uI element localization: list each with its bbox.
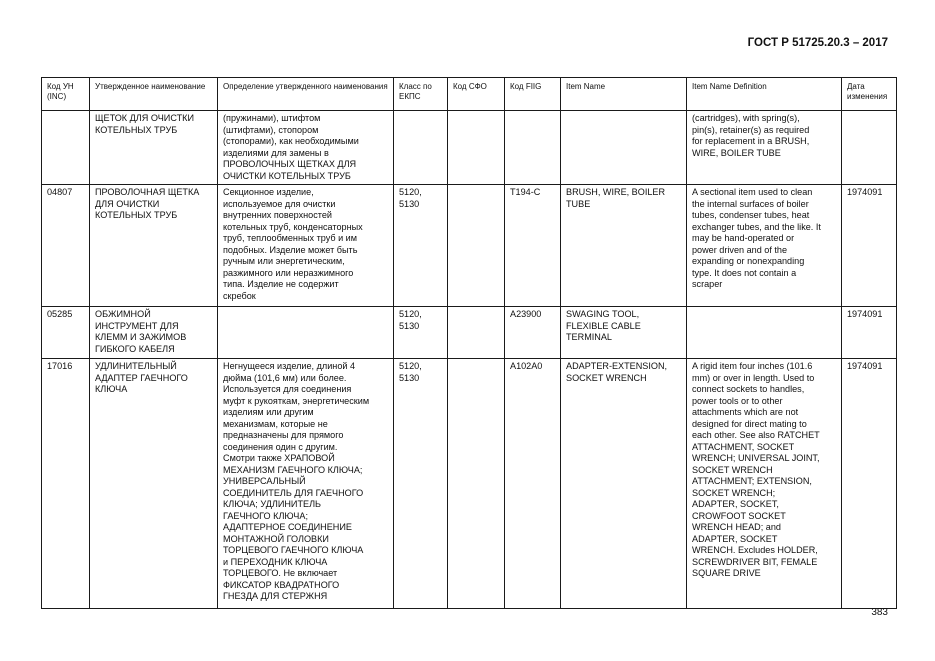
col-header-class <box>394 78 448 111</box>
nomenclature-table <box>41 77 897 609</box>
col-header-label: Класс по ЕКПС <box>399 82 432 101</box>
cell-name <box>90 307 218 359</box>
col-header-name <box>90 78 218 111</box>
cell-date <box>842 111 897 185</box>
cell-date <box>842 359 897 609</box>
cell-item-name <box>561 185 687 307</box>
cell-text: 1974091 <box>847 361 883 371</box>
col-header-label: Определение утвержденного наименования <box>223 82 388 91</box>
cell-sfo <box>448 111 505 185</box>
col-header-inc <box>42 78 90 111</box>
cell-item-name <box>561 359 687 609</box>
cell-definition <box>218 111 394 185</box>
cell-text: 04807 <box>47 187 73 197</box>
cell-text: 1974091 <box>847 187 883 197</box>
cell-text: (cartridges), with spring(s), pin(s), retainer(s) as required for replacement in a BRUSH, WIRE, BOILER TUBE <box>692 113 810 158</box>
col-header-item-definition <box>687 78 842 111</box>
cell-text: 5120, 5130 <box>399 187 422 209</box>
col-header-label: Код СФО <box>453 82 487 91</box>
cell-sfo <box>448 359 505 609</box>
page-number: 383 <box>871 607 888 618</box>
cell-class <box>394 111 448 185</box>
cell-text: T194-C <box>510 187 541 197</box>
table-row <box>42 359 897 609</box>
cell-text: 17016 <box>47 361 73 371</box>
cell-fiig <box>505 185 561 307</box>
cell-text: 5120, 5130 <box>399 361 422 383</box>
col-header-label: Код УН (INC) <box>47 82 74 101</box>
table-row <box>42 111 897 185</box>
cell-definition <box>218 359 394 609</box>
cell-sfo <box>448 185 505 307</box>
cell-class <box>394 359 448 609</box>
col-header-sfo <box>448 78 505 111</box>
cell-text: ADAPTER-EXTENSION, SOCKET WRENCH <box>566 361 668 383</box>
cell-fiig <box>505 307 561 359</box>
cell-inc <box>42 359 90 609</box>
col-header-definition <box>218 78 394 111</box>
cell-definition <box>218 307 394 359</box>
cell-text: (пружинами), штифтом (штифтами), стопором (стопорами), как необходимыми изделиями для замены в ПРОВОЛОЧНЫХ ЩЕТКАХ ДЛЯ ОЧИСТКИ КОТЕЛЬНЫХ ТРУБ <box>223 113 359 181</box>
cell-fiig <box>505 359 561 609</box>
cell-sfo <box>448 307 505 359</box>
cell-text: Секционное изделие, используемое для очистки внутренних поверхностей котельных труб, конденсаторных труб, теплообменных труб и им подобных. Изделие может быть ручным или энергетическим, разжимного или неразжимного типа. Изделие не содержит скребок <box>223 187 363 301</box>
cell-text: 05285 <box>47 309 73 319</box>
document-title: ГОСТ Р 51725.20.3 – 2017 <box>747 37 888 49</box>
cell-class <box>394 307 448 359</box>
cell-name <box>90 359 218 609</box>
cell-text: Негнущееся изделие, длиной 4 дюйма (101,6 мм) или более. Используется для соединения муфт к рукояткам, энергетическим изделиям или другим механизмам, которые не предназначены для прямого соединения один с другим. Смотри также ХРАПОВОЙ МЕХАНИЗМ ГАЕЧНОГО КЛЮЧА; УНИВЕРСАЛЬНЫЙ СОЕДИНИТЕЛЬ ДЛЯ ГАЕЧНОГО КЛЮЧА; УДЛИНИТЕЛЬ ГАЕЧНОГО КЛЮЧА; АДАПТЕРНОЕ СОЕДИНЕНИЕ МОНТАЖНОЙ ГОЛОВКИ ТОРЦЕВОГО ГАЕЧНОГО КЛЮЧА и ПЕРЕХОДНИК КЛЮЧА ТОРЦЕВОГО. Не включает ФИКСАТОР КВАДРАТНОГО ГНЕЗДА ДЛЯ СТЕРЖНЯ <box>223 361 370 601</box>
cell-text: 1974091 <box>847 309 883 319</box>
col-header-date <box>842 78 897 111</box>
cell-text: BRUSH, WIRE, BOILER TUBE <box>566 187 666 209</box>
col-header-item-name <box>561 78 687 111</box>
cell-text: A sectional item used to clean the internal surfaces of boiler tubes, condenser tubes, heat exchanger tubes, and the like. It may be hand-operated or power driven and of the expanding or nonexpanding type. It does not contain a scraper <box>692 187 821 289</box>
cell-item-definition <box>687 359 842 609</box>
table-row <box>42 307 897 359</box>
cell-text: УДЛИНИТЕЛЬНЫЙ АДАПТЕР ГАЕЧНОГО КЛЮЧА <box>95 361 188 394</box>
cell-text: SWAGING TOOL, FLEXIBLE CABLE TERMINAL <box>566 309 641 342</box>
cell-date <box>842 185 897 307</box>
cell-inc <box>42 111 90 185</box>
cell-name <box>90 185 218 307</box>
col-header-label: Утвержденное наименование <box>95 82 206 91</box>
cell-item-name <box>561 307 687 359</box>
cell-name <box>90 111 218 185</box>
cell-item-definition <box>687 307 842 359</box>
cell-fiig <box>505 111 561 185</box>
col-header-label: Код FIIG <box>510 82 542 91</box>
cell-definition <box>218 185 394 307</box>
cell-text: ОБЖИМНОЙ ИНСТРУМЕНТ ДЛЯ КЛЕММ И ЗАЖИМОВ ГИБКОГО КАБЕЛЯ <box>95 309 187 354</box>
table-row <box>42 185 897 307</box>
cell-inc <box>42 185 90 307</box>
cell-date <box>842 307 897 359</box>
col-header-label: Item Name Definition <box>692 82 767 91</box>
cell-text: A rigid item four inches (101.6 mm) or over in length. Used to connect sockets to handles, power tools or to other attachments which are not designed for direct mating to each other. See also RATCHET ATTACHMENT, SOCKET WRENCH; UNIVERSAL JOINT, SOCKET WRENCH ATTACHMENT; EXTENSION, SOCKET WRENCH; ADAPTER, SOCKET, CROWFOOT SOCKET WRENCH HEAD; and ADAPTER, SOCKET WRENCH. Excludes HOLDER, SCREWDRIVER BIT, FEMALE SQUARE DRIVE <box>692 361 820 578</box>
cell-text: A102A0 <box>510 361 543 371</box>
cell-item-definition <box>687 111 842 185</box>
cell-text: ПРОВОЛОЧНАЯ ЩЕТКА ДЛЯ ОЧИСТКИ КОТЕЛЬНЫХ ТРУБ <box>95 187 200 220</box>
col-header-label: Item Name <box>566 82 606 91</box>
cell-text: ЩЕТОК ДЛЯ ОЧИСТКИ КОТЕЛЬНЫХ ТРУБ <box>95 113 194 135</box>
cell-class <box>394 185 448 307</box>
cell-inc <box>42 307 90 359</box>
col-header-label: Дата изменения <box>847 82 888 101</box>
cell-text: 5120, 5130 <box>399 309 422 331</box>
cell-item-definition <box>687 185 842 307</box>
cell-item-name <box>561 111 687 185</box>
cell-text: A23900 <box>510 309 542 319</box>
table-header-row <box>42 78 897 111</box>
col-header-fiig <box>505 78 561 111</box>
